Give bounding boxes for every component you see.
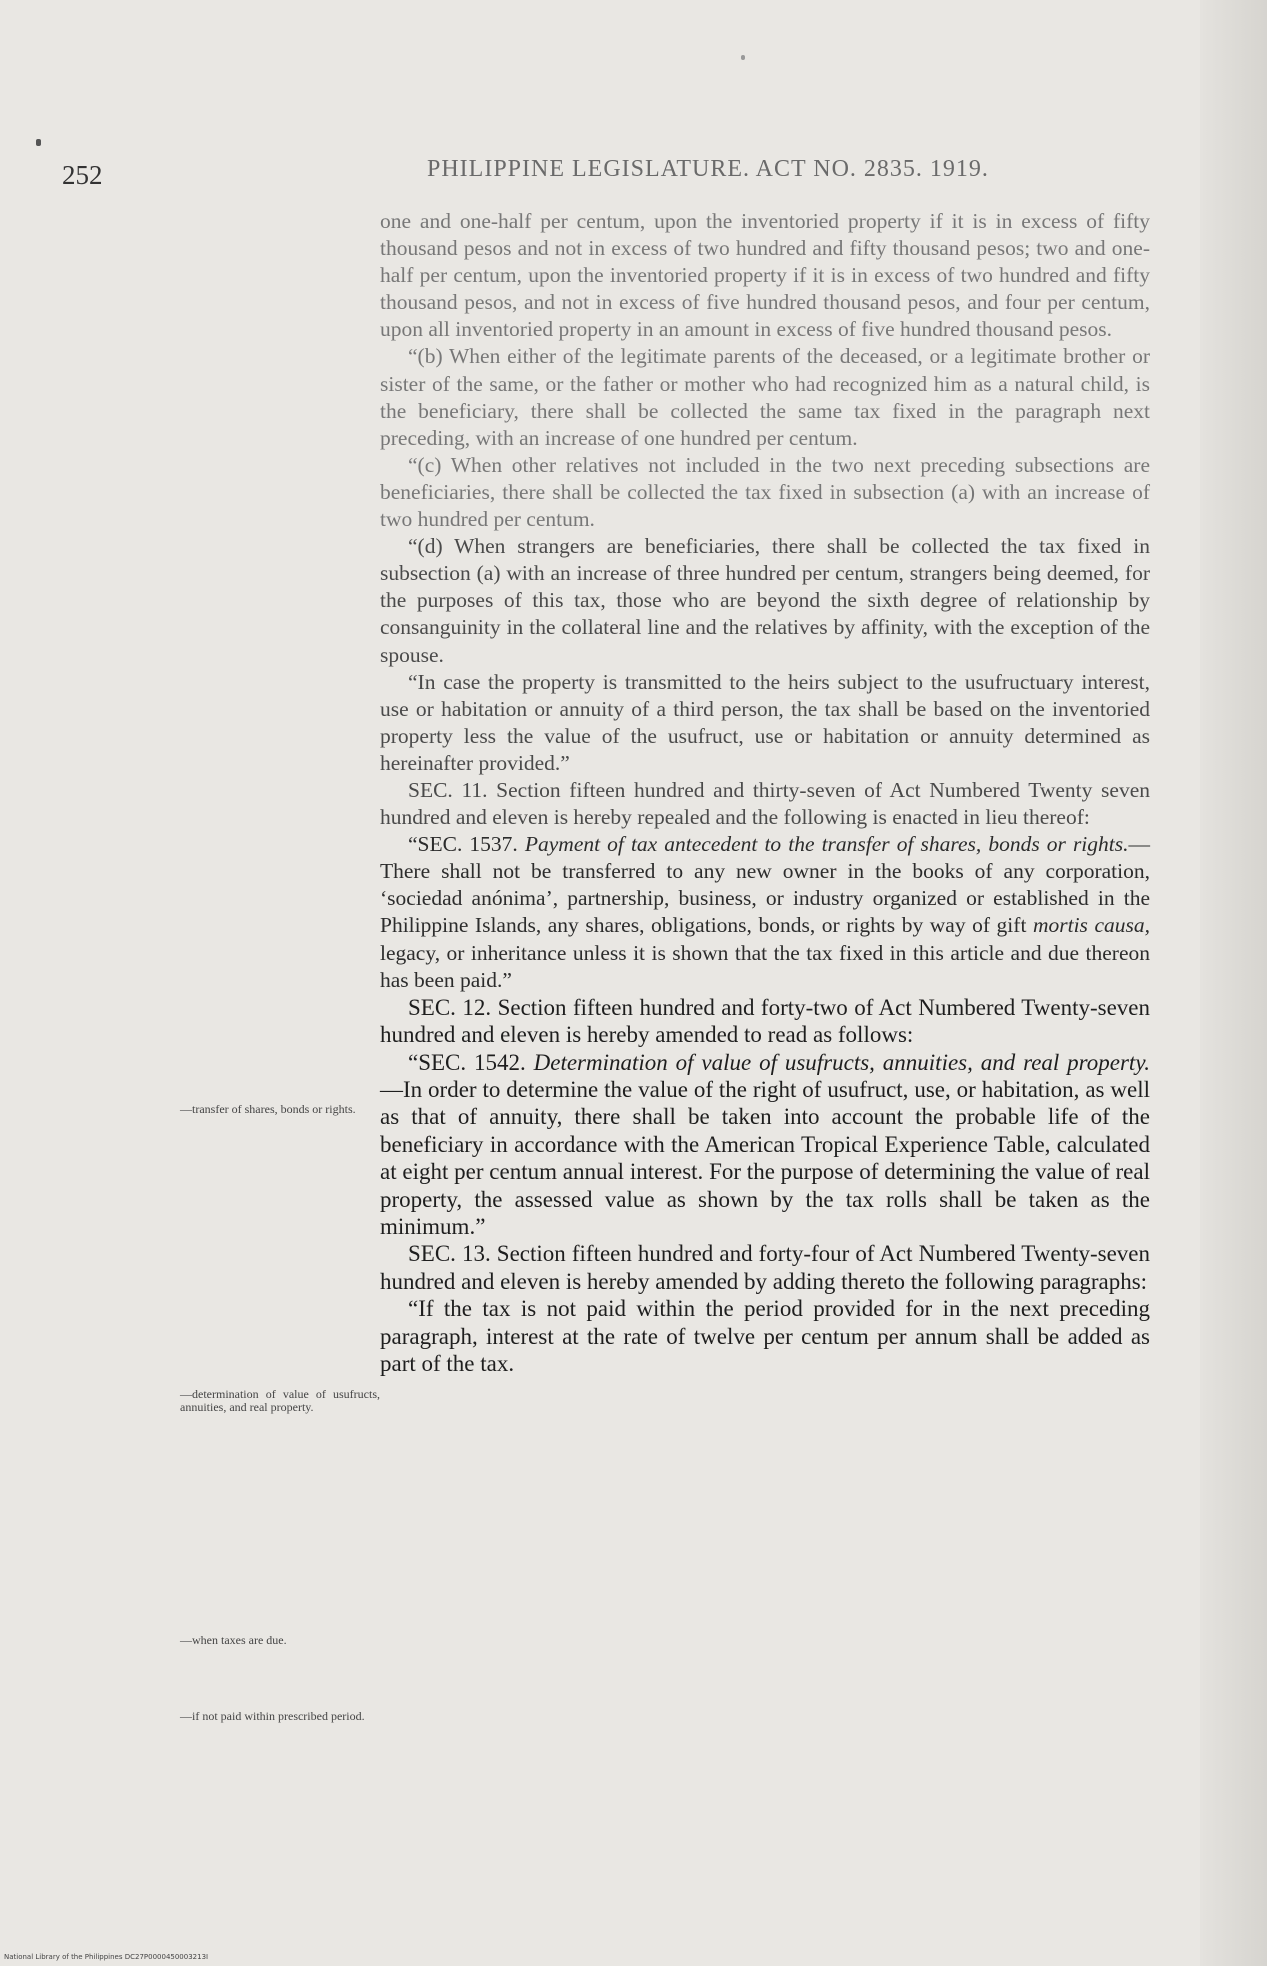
section-text: —In order to determine the value of the right of usufruct, use, or habitation, as well as that of annuity, there shall be taken into account the probable life of the beneficiary in accordance with the American Tropical Experience Table, calculated at eight per centum annual interest. For the purpose of determining the value of real property, the assessed value as shown by the tax rolls shall be taken as the minimum.”: [380, 1076, 1150, 1239]
section-13-paragraph: [380, 1240, 1150, 1295]
paragraph: “(b) When either of the legitimate parents of the deceased, or a legitimate brother or sister of the same, or the father or mother who had recognized him as a natural child, is the beneficiary, there shall be collected the same tax fixed in the paragraph next preceding, with an increase of one hundred per centum.: [380, 344, 1150, 450]
section-title: Payment of tax antecedent to the transfer of shares, bonds or rights.: [517, 832, 1129, 857]
section-text: Section fifteen hundred and forty-two of Act Numbered Twenty-seven hundred and eleven is hereby amended to read as follows:: [380, 994, 1150, 1048]
section-12-paragraph: [380, 994, 1150, 1049]
marginal-note: —transfer of shares, bonds or rights.: [180, 1102, 356, 1116]
paragraph: “(d) When strangers are beneficiaries, there shall be collected the tax fixed in subsection (a) with an increase of three hundred per centum, strangers being deemed, for the purposes of this tax, those who are beyond the sixth degree of relationship by consanguinity in the collateral line and the relatives by affinity, with the exception of the spouse.: [380, 534, 1150, 667]
section-title: Determination of value of usufructs, annuities, and real property.: [525, 1049, 1151, 1075]
latin-phrase: mortis causa,: [1032, 913, 1151, 938]
section-label: “SEC. 1537.: [408, 832, 518, 857]
page-edge-shadow: [1200, 0, 1267, 1966]
section-text: Section fifteen hundred and forty-four of Act Numbered Twenty-seven hundred and eleven is hereby amended by adding thereto the following paragraphs:: [380, 1241, 1150, 1294]
marginal-note: —when taxes are due.: [180, 1633, 287, 1647]
section-label: “SEC. 1542.: [408, 1049, 526, 1075]
marginal-note: —determination of value of usufructs, annuities, and real property.: [180, 1387, 380, 1414]
section-text: Section fifteen hundred and thirty-seven of Act Numbered Twenty seven hundred and eleven is hereby repealed and the following is enacted in lieu thereof:: [380, 777, 1150, 830]
page-number: 252: [62, 160, 103, 190]
paragraph: “(c) When other relatives not included in the two next preceding subsections are beneficiaries, there shall be collected the tax fixed in subsection (a) with an increase of two hundred per centum.: [380, 452, 1150, 532]
section-label: SEC. 11.: [408, 777, 488, 802]
scan-speck: [36, 139, 41, 146]
section-text: —There shall not be transferred to any new owner in the books of any corporation, ‘sociedad anónima’, partnership, business, or industry organized or established in the Philippine Islands, any shares, obligations, bonds, or rights by way of gift: [380, 832, 1150, 938]
section-text: legacy, or inheritance unless it is shown that the tax fixed in this article and due thereon has been paid.”: [380, 940, 1150, 992]
running-head: PHILIPPINE LEGISLATURE. ACT NO. 2835. 1919.: [427, 156, 989, 182]
section-1542-paragraph: [380, 1049, 1150, 1241]
marginal-note: —if not paid within prescribed period.: [180, 1709, 365, 1723]
paragraph: “If the tax is not paid within the period provided for in the next preceding paragraph, interest at the rate of twelve per centum per annum shall be added as part of the tax.: [380, 1296, 1150, 1376]
section-1537-paragraph: [380, 831, 1150, 994]
section-label: SEC. 12.: [408, 994, 492, 1020]
paragraph: “In case the property is transmitted to the heirs subject to the usufructuary interest, use or habitation or annuity of a third person, the tax shall be based on the inventoried property less the value of the usufruct, use or habitation or annuity determined as hereinafter provided.”: [380, 669, 1150, 775]
footer-watermark: National Library of the Philippines DC27P0000450003213I: [4, 1953, 209, 1961]
document-body: [380, 208, 1150, 1377]
section-11-paragraph: [380, 777, 1150, 831]
scan-speck: [741, 55, 745, 60]
section-label: SEC. 13.: [408, 1241, 491, 1267]
paragraph: one and one-half per centum, upon the inventoried property if it is in excess of fifty thousand pesos and not in excess of two hundred and fifty thousand pesos; two and one-half per centum, upon the inventoried property if it is in excess of two hundred and fifty thousand pesos, and not in excess of five hundred thousand pesos, and four per centum, upon all inventoried property in an amount in excess of five hundred thousand pesos.: [380, 209, 1150, 342]
